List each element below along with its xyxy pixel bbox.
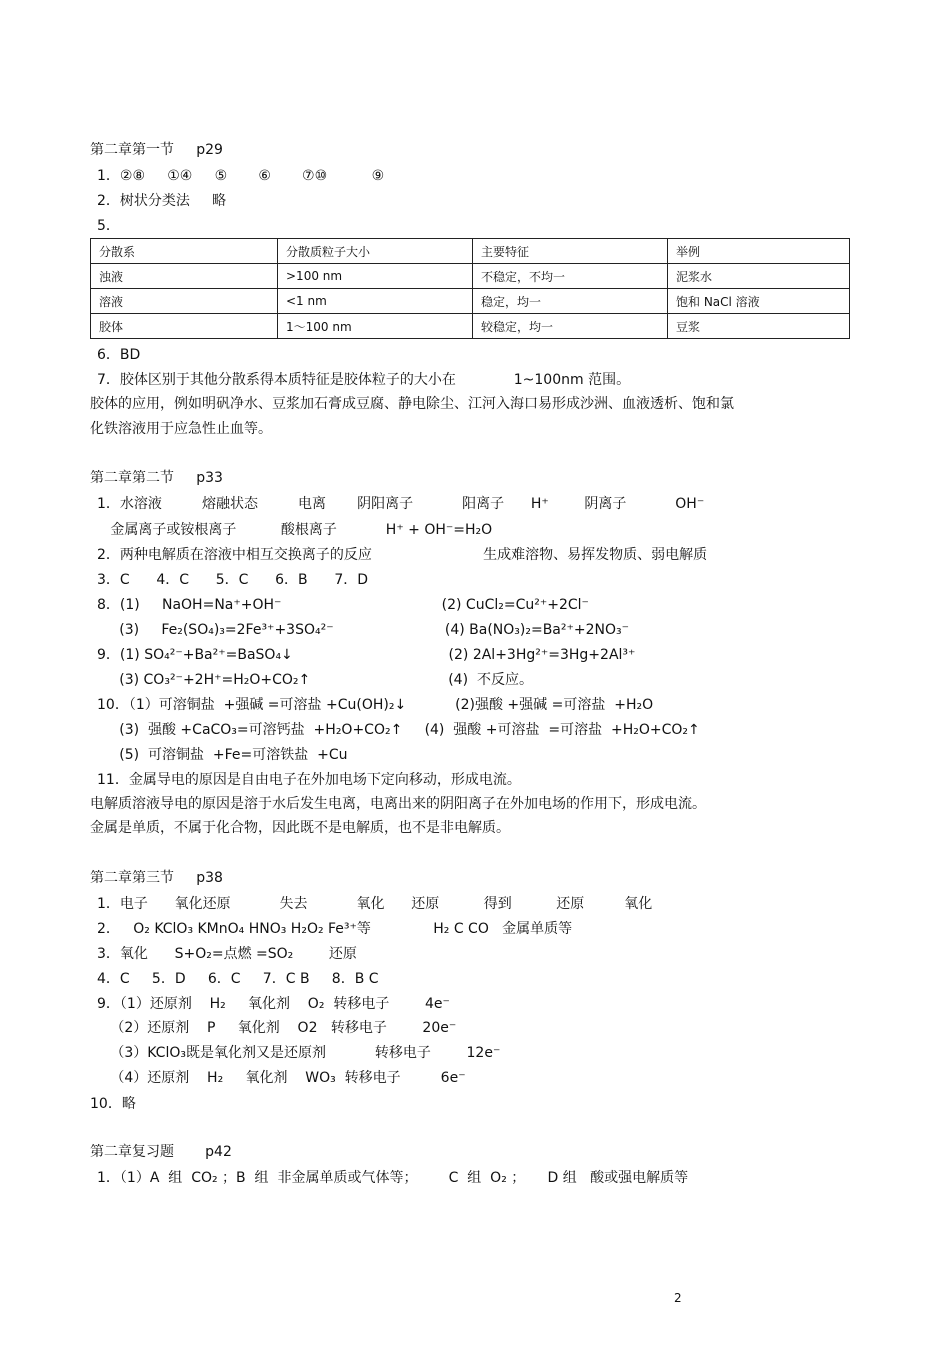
answer-line: 2．树状分类法 略 (97, 193, 227, 209)
answer-line: 金属是单质，不属于化合物，因此既不是电解质，也不是非电解质。 (90, 820, 510, 836)
answer-line: 电解质溶液导电的原因是溶于水后发生电离，电离出来的阴阳离子在外加电场的作用下，形成电流。 (90, 796, 706, 812)
answer-line: 1．水溶液 熔融状态 电离 阴阳离子 阳离子 H⁺ 阴离子 OH⁻ (97, 496, 705, 512)
table-cell: 1～100 nm (278, 314, 473, 339)
dispersion-table (90, 238, 850, 339)
answer-line: 6．BD (97, 347, 141, 363)
answer-line: （4）还原剂 H₂ 氧化剂 WO₃ 转移电子 6e⁻ (97, 1070, 466, 1086)
table-header-row (91, 239, 850, 264)
answer-line: 1．②⑧ ①④ ⑤ ⑥ ⑦⑩ ⑨ (97, 168, 385, 184)
answer-line: 1．电子 氧化还原 失去 氧化 还原 得到 还原 氧化 (97, 896, 653, 912)
table-header-cell: 举例 (668, 239, 850, 264)
answer-line: 7．胶体区别于其他分散系得本质特征是胶体粒子的大小在 1~100nm 范围。 (97, 372, 631, 388)
answer-line: 3．氧化 S+O₂=点燃 =SO₂ 还原 (97, 946, 357, 962)
answer-line: (3) Fe₂(SO₄)₃=2Fe³⁺+3SO₄²⁻ (4) Ba(NO₃)₂=Ba²⁺+2NO₃⁻ (97, 622, 630, 638)
table-header-cell: 分散系 (91, 239, 278, 264)
answer-line: 10．略 (90, 1096, 136, 1112)
answer-line: 10．（1）可溶铜盐 +强碱 =可溶盐 +Cu(OH)₂↓ (2)强酸 +强碱 =可溶盐 +H₂O (97, 697, 654, 713)
answer-line: 1．（1）A 组 CO₂ ；B 组 非金属单质或气体等； C 组 O₂ ； D 组 酸或强电解质等 (97, 1170, 689, 1186)
table-cell: 泥浆水 (668, 264, 850, 289)
table-row (91, 264, 850, 289)
table-cell: 饱和 NaCl 溶液 (668, 289, 850, 314)
table-row (91, 289, 850, 314)
answer-line: (3) CO₃²⁻+2H⁺=H₂O+CO₂↑ (4) 不反应。 (97, 672, 533, 688)
answer-line: 2．两种电解质在溶液中相互交换离子的反应 生成难溶物、易挥发物质、弱电解质 (97, 547, 708, 563)
answer-line: （3）KClO₃既是氧化剂又是还原剂 转移电子 12e⁻ (97, 1045, 501, 1061)
table-cell: 浊液 (91, 264, 278, 289)
answer-line: 4．C 5．D 6．C 7．C B 8．B C (97, 971, 379, 987)
table-header-cell: 主要特征 (473, 239, 668, 264)
section-heading: 第二章第一节 p29 (90, 142, 223, 158)
section-heading: 第二章复习题 p42 (90, 1144, 232, 1160)
section-heading: 第二章第二节 p33 (90, 470, 223, 486)
table-cell: 较稳定，均一 (473, 314, 668, 339)
answer-line: 11．金属导电的原因是自由电子在外加电场下定向移动，形成电流。 (97, 772, 521, 788)
answer-line: 9．（1）还原剂 H₂ 氧化剂 O₂ 转移电子 4e⁻ (97, 996, 450, 1012)
table-cell: 豆浆 (668, 314, 850, 339)
answer-line: 胶体的应用，例如明矾净水、豆浆加石膏成豆腐、静电除尘、江河入海口易形成沙洲、血液透析、饱和氯 (90, 396, 734, 412)
table-cell: <1 nm (278, 289, 473, 314)
answer-line: 5． (97, 218, 120, 234)
table-cell: 胶体 (91, 314, 278, 339)
table-header-cell: 分散质粒子大小 (278, 239, 473, 264)
answer-line: 金属离子或铵根离子 酸根离子 H⁺ + OH⁻=H₂O (97, 522, 493, 538)
answer-line: 8．(1) NaOH=Na⁺+OH⁻ (2) CuCl₂=Cu²⁺+2Cl⁻ (97, 597, 589, 613)
page-number: 2 (674, 1291, 682, 1305)
section-heading: 第二章第三节 p38 (90, 870, 223, 886)
table-cell: >100 nm (278, 264, 473, 289)
answer-line: (3) 强酸 +CaCO₃=可溶钙盐 +H₂O+CO₂↑ (4) 强酸 +可溶盐 =可溶盐 +H₂O+CO₂↑ (97, 722, 700, 738)
table-row (91, 314, 850, 339)
answer-line: 化铁溶液用于应急性止血等。 (90, 421, 272, 437)
answer-line: （2）还原剂 P 氧化剂 O2 转移电子 20e⁻ (97, 1020, 457, 1036)
table-cell: 稳定，均一 (473, 289, 668, 314)
answer-line: 2． O₂ KClO₃ KMnO₄ HNO₃ H₂O₂ Fe³⁺等 H₂ C CO 金属单质等 (97, 921, 573, 937)
table-cell: 溶液 (91, 289, 278, 314)
answer-line: 9．(1) SO₄²⁻+Ba²⁺=BaSO₄↓ (2) 2Al+3Hg²⁺=3Hg+2Al³⁺ (97, 647, 636, 663)
answer-line: (5) 可溶铜盐 +Fe=可溶铁盐 +Cu (97, 747, 348, 763)
table-cell: 不稳定，不均一 (473, 264, 668, 289)
answer-line: 3．C 4．C 5．C 6．B 7．D (97, 572, 369, 588)
